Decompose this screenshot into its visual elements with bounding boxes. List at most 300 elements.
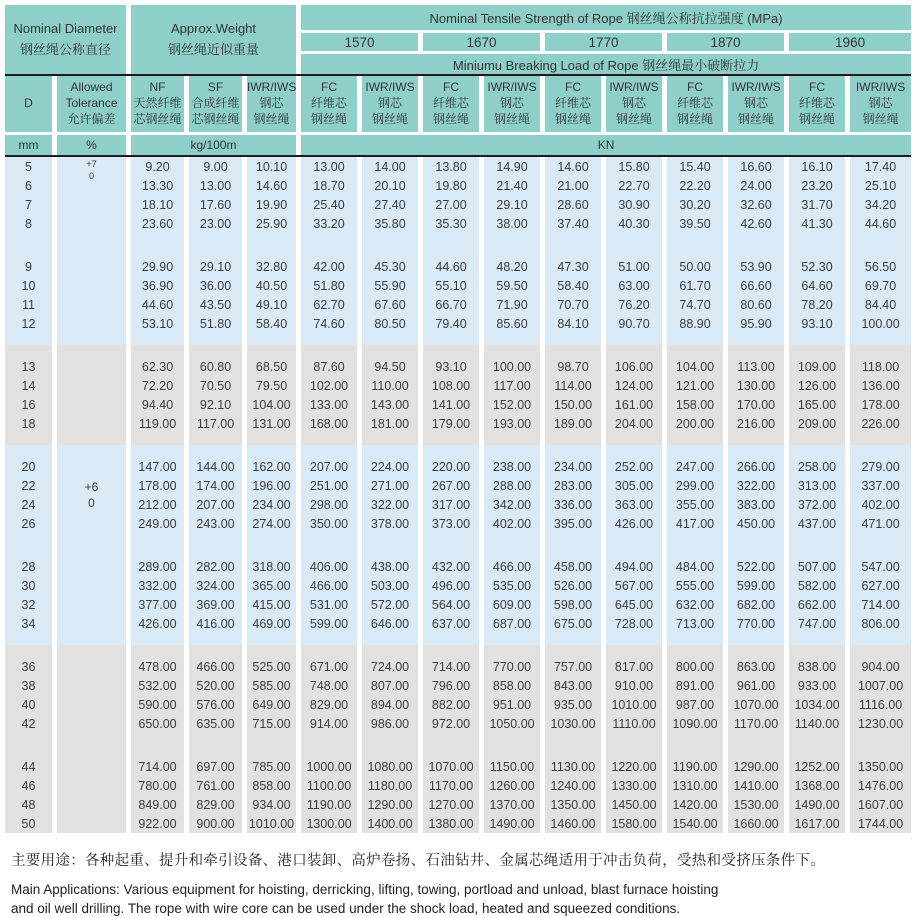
table-row-d-11: [5, 295, 911, 314]
cell-value: 1380.00: [423, 814, 484, 833]
spacer-cell: [484, 445, 545, 457]
sub-header-line: 纤维芯: [433, 95, 470, 110]
cell-value: 95.90: [728, 314, 789, 333]
cell-value: 55.90: [362, 276, 423, 295]
cell-value: 951.00: [484, 695, 545, 714]
cell-value: 165.00: [789, 395, 850, 414]
tolerance-line-1: Allowed: [70, 80, 113, 94]
cell-value: 829.00: [189, 795, 247, 814]
cell-value: 22.70: [606, 176, 667, 195]
cell-value: 807.00: [362, 676, 423, 695]
spacer-cell: [362, 445, 423, 457]
spacer-cell: [5, 233, 57, 257]
cell-value: 53.10: [131, 314, 189, 333]
cell-value: 88.90: [667, 314, 728, 333]
spacer-cell: [728, 445, 789, 457]
cell-value: 43.50: [189, 295, 247, 314]
spacer-cell: [131, 445, 189, 457]
spacer-cell: [423, 433, 484, 445]
cell-value: 535.00: [484, 576, 545, 595]
cell-diameter: 11: [5, 295, 57, 314]
sf-line-1: SF: [207, 80, 224, 94]
cell-value: 31.70: [789, 195, 850, 214]
table-row-d-10: [5, 276, 911, 295]
spacer-row: [5, 445, 911, 457]
cell-diameter: 46: [5, 776, 57, 795]
cell-value: 426.00: [606, 514, 667, 533]
sub-header-line: FC: [321, 80, 338, 94]
cell-value: 226.00: [850, 414, 911, 433]
cell-value: 45.30: [362, 257, 423, 276]
cell-value: 313.00: [789, 476, 850, 495]
spacer-cell: [301, 533, 362, 557]
cell-value: 32.60: [728, 195, 789, 214]
cell-value: 104.00: [247, 395, 301, 414]
sub-header-line: 钢丝绳: [372, 111, 409, 126]
cell-value: 15.80: [606, 157, 667, 176]
cell-value: 466.00: [484, 557, 545, 576]
spacer-cell: [5, 333, 57, 345]
spacer-cell: [545, 233, 606, 257]
cell-value: 350.00: [301, 514, 362, 533]
cell-value: 714.00: [423, 657, 484, 676]
cell-value: 747.00: [789, 614, 850, 633]
spacer-cell: [189, 433, 247, 445]
spacer-cell: [667, 445, 728, 457]
cell-value: 72.20: [131, 376, 189, 395]
cell-value: 58.40: [545, 276, 606, 295]
cell-value: 108.00: [423, 376, 484, 395]
sub-header-line: 钢芯: [744, 95, 769, 110]
cell-value: 728.00: [606, 614, 667, 633]
cell-value: 318.00: [247, 557, 301, 576]
spacer-cell: [667, 733, 728, 757]
spacer-cell: [423, 645, 484, 657]
spacer-cell: [667, 433, 728, 445]
cell-value: 216.00: [728, 414, 789, 433]
cell-value: 365.00: [247, 576, 301, 595]
cell-diameter: 20: [5, 457, 57, 476]
table-row-d-22: [5, 476, 911, 495]
cell-value: 23.00: [189, 214, 247, 233]
cell-value: 53.90: [728, 257, 789, 276]
header-row-top: [5, 5, 911, 33]
table-row-d-46: [5, 776, 911, 795]
nf-line-3: 芯钢丝绳: [133, 111, 182, 126]
spacer-cell: [57, 333, 131, 345]
cell-value: 79.40: [423, 314, 484, 333]
cell-value: 378.00: [362, 514, 423, 533]
spacer-cell: [189, 633, 247, 645]
sf-line-3: 芯钢丝绳: [191, 111, 240, 126]
cell-value: 113.00: [728, 357, 789, 376]
cell-value: 44.60: [423, 257, 484, 276]
cell-value: 71.90: [484, 295, 545, 314]
cell-value: 904.00: [850, 657, 911, 676]
cell-tolerance: [57, 557, 131, 633]
cell-value: 1007.00: [850, 676, 911, 695]
cell-value: 80.60: [728, 295, 789, 314]
cell-value: 590.00: [131, 695, 189, 714]
cell-value: 62.70: [301, 295, 362, 314]
spacer-cell: [57, 433, 131, 445]
cell-value: 1310.00: [667, 776, 728, 795]
spacer-cell: [850, 733, 911, 757]
cell-value: 117.00: [484, 376, 545, 395]
cell-value: 29.10: [189, 257, 247, 276]
cell-value: 48.20: [484, 257, 545, 276]
spacer-cell: [131, 633, 189, 645]
cell-value: 697.00: [189, 757, 247, 776]
cell-value: 39.50: [667, 214, 728, 233]
cell-value: 520.00: [189, 676, 247, 695]
cell-value: 894.00: [362, 695, 423, 714]
spacer-cell: [850, 433, 911, 445]
cell-value: 207.00: [189, 495, 247, 514]
cell-value: 196.00: [247, 476, 301, 495]
cell-diameter: 14: [5, 376, 57, 395]
spacer-cell: [362, 345, 423, 357]
header-col-fc: [423, 76, 484, 135]
cell-value: 25.90: [247, 214, 301, 233]
cell-value: 288.00: [484, 476, 545, 495]
cell-value: 383.00: [728, 495, 789, 514]
cell-value: 373.00: [423, 514, 484, 533]
spacer-cell: [789, 433, 850, 445]
spacer-cell: [545, 533, 606, 557]
cell-value: 40.30: [606, 214, 667, 233]
header-col-fc: [301, 76, 362, 135]
cell-value: 507.00: [789, 557, 850, 576]
spacer-cell: [484, 333, 545, 345]
spacer-cell: [545, 333, 606, 345]
cell-value: 251.00: [301, 476, 362, 495]
cell-value: 98.70: [545, 357, 606, 376]
tolerance-line-3: 允许偏差: [67, 111, 116, 126]
cell-value: 882.00: [423, 695, 484, 714]
cell-value: 17.60: [189, 195, 247, 214]
cell-value: 532.00: [131, 676, 189, 695]
iwr-line-2: 钢芯: [259, 95, 284, 110]
cell-value: 209.00: [789, 414, 850, 433]
cell-diameter: 13: [5, 357, 57, 376]
cell-value: 141.00: [423, 395, 484, 414]
spacer-cell: [728, 433, 789, 445]
cell-value: 478.00: [131, 657, 189, 676]
header-nominal-diameter-zh: 钢丝绳公称直径: [20, 41, 112, 57]
spacer-cell: [789, 233, 850, 257]
cell-value: 1350.00: [545, 795, 606, 814]
cell-value: 76.20: [606, 295, 667, 314]
table-row-d-24: [5, 495, 911, 514]
cell-value: 40.50: [247, 276, 301, 295]
cell-value: 207.00: [301, 457, 362, 476]
cell-value: 9.20: [131, 157, 189, 176]
table-row-d-34: [5, 614, 911, 633]
cell-value: 1400.00: [362, 814, 423, 833]
header-col-iwr-iws: [728, 76, 789, 135]
cell-value: 298.00: [301, 495, 362, 514]
cell-value: 466.00: [301, 576, 362, 595]
cell-value: 15.40: [667, 157, 728, 176]
cell-value: 469.00: [247, 614, 301, 633]
cell-value: 1450.00: [606, 795, 667, 814]
spacer-cell: [850, 345, 911, 357]
cell-value: 60.80: [189, 357, 247, 376]
cell-value: 51.80: [189, 314, 247, 333]
cell-value: 748.00: [301, 676, 362, 695]
sub-header-line: IWR/IWS: [609, 80, 659, 94]
cell-value: 94.50: [362, 357, 423, 376]
cell-value: 933.00: [789, 676, 850, 695]
cell-value: 51.00: [606, 257, 667, 276]
cell-value: 70.70: [545, 295, 606, 314]
cell-value: 158.00: [667, 395, 728, 414]
spacer-cell: [247, 333, 301, 345]
cell-value: 438.00: [362, 557, 423, 576]
spacer-row: [5, 333, 911, 345]
spacer-cell: [423, 445, 484, 457]
cell-value: 1368.00: [789, 776, 850, 795]
cell-diameter: 12: [5, 314, 57, 333]
table-row-d-7: [5, 195, 911, 214]
header-grade-1570: 1570: [301, 33, 423, 54]
cell-value: 576.00: [189, 695, 247, 714]
spacer-cell: [606, 445, 667, 457]
cell-value: 1230.00: [850, 714, 911, 733]
cell-value: 87.60: [301, 357, 362, 376]
spacer-cell: [728, 733, 789, 757]
spacer-cell: [667, 333, 728, 345]
cell-value: 1350.00: [850, 757, 911, 776]
spacer-cell: [301, 433, 362, 445]
nf-line-1: NF: [149, 80, 166, 94]
cell-value: 62.30: [131, 357, 189, 376]
cell-value: 249.00: [131, 514, 189, 533]
spacer-cell: [606, 233, 667, 257]
spacer-cell: [362, 633, 423, 645]
cell-value: 234.00: [545, 457, 606, 476]
cell-value: 28.60: [545, 195, 606, 214]
cell-diameter: 16: [5, 395, 57, 414]
cell-value: 25.10: [850, 176, 911, 195]
tolerance-value: +6: [84, 479, 99, 494]
rope-spec-table: [5, 5, 911, 833]
cell-value: 36.90: [131, 276, 189, 295]
header-approx-weight: [131, 5, 301, 74]
cell-value: 204.00: [606, 414, 667, 433]
cell-value: 780.00: [131, 776, 189, 795]
spacer-cell: [189, 345, 247, 357]
cell-value: 41.30: [789, 214, 850, 233]
cell-value: 44.60: [850, 214, 911, 233]
spacer-row: [5, 533, 911, 557]
table-row-d-6: [5, 176, 911, 195]
cell-value: 74.70: [667, 295, 728, 314]
cell-value: 178.00: [850, 395, 911, 414]
cell-value: 16.10: [789, 157, 850, 176]
spacer-cell: [301, 645, 362, 657]
cell-value: 21.40: [484, 176, 545, 195]
spacer-cell: [789, 633, 850, 645]
cell-tolerance: [57, 757, 131, 833]
sub-header-line: 纤维芯: [311, 95, 348, 110]
cell-value: 1100.00: [301, 776, 362, 795]
cell-value: 130.00: [728, 376, 789, 395]
sub-header-line: IWR/IWS: [487, 80, 537, 94]
cell-value: 212.00: [131, 495, 189, 514]
cell-value: 29.90: [131, 257, 189, 276]
cell-value: 1220.00: [606, 757, 667, 776]
cell-value: 761.00: [189, 776, 247, 795]
cell-value: 79.50: [247, 376, 301, 395]
cell-diameter: 34: [5, 614, 57, 633]
tolerance-value: 0: [89, 171, 95, 182]
spacer-cell: [189, 333, 247, 345]
cell-tolerance: [57, 357, 131, 433]
cell-value: 24.00: [728, 176, 789, 195]
cell-value: 838.00: [789, 657, 850, 676]
cell-value: 56.50: [850, 257, 911, 276]
spacer-cell: [789, 345, 850, 357]
cell-value: 36.00: [189, 276, 247, 295]
cell-value: 35.80: [362, 214, 423, 233]
table-row-d-12: [5, 314, 911, 333]
spacer-cell: [57, 733, 131, 757]
spacer-cell: [667, 345, 728, 357]
cell-value: 27.00: [423, 195, 484, 214]
sub-header-line: FC: [565, 80, 582, 94]
cell-value: 1116.00: [850, 695, 911, 714]
cell-value: 1744.00: [850, 814, 911, 833]
spacer-cell: [484, 633, 545, 645]
cell-diameter: 38: [5, 676, 57, 695]
cell-value: 724.00: [362, 657, 423, 676]
cell-value: 1580.00: [606, 814, 667, 833]
cell-value: 1260.00: [484, 776, 545, 795]
spacer-cell: [850, 533, 911, 557]
cell-value: 50.00: [667, 257, 728, 276]
cell-value: 1660.00: [728, 814, 789, 833]
cell-value: 458.00: [545, 557, 606, 576]
cell-value: 10.10: [247, 157, 301, 176]
spacer-cell: [667, 233, 728, 257]
cell-value: 179.00: [423, 414, 484, 433]
cell-value: 1290.00: [728, 757, 789, 776]
cell-value: 547.00: [850, 557, 911, 576]
cell-value: 1080.00: [362, 757, 423, 776]
cell-value: 417.00: [667, 514, 728, 533]
cell-value: 100.00: [850, 314, 911, 333]
table-row-d-5: [5, 157, 911, 176]
cell-value: 785.00: [247, 757, 301, 776]
cell-value: 14.00: [362, 157, 423, 176]
spacer-cell: [545, 633, 606, 645]
spacer-cell: [850, 645, 911, 657]
spacer-cell: [131, 533, 189, 557]
spacer-cell: [131, 433, 189, 445]
spacer-cell: [247, 233, 301, 257]
cell-value: 55.10: [423, 276, 484, 295]
cell-value: 30.20: [667, 195, 728, 214]
cell-value: 131.00: [247, 414, 301, 433]
cell-value: 59.50: [484, 276, 545, 295]
sub-header-line: 钢丝绳: [494, 111, 531, 126]
cell-value: 715.00: [247, 714, 301, 733]
cell-value: 90.70: [606, 314, 667, 333]
spacer-cell: [789, 333, 850, 345]
spacer-cell: [5, 533, 57, 557]
cell-tolerance: [57, 157, 131, 233]
cell-value: 23.60: [131, 214, 189, 233]
cell-value: 74.60: [301, 314, 362, 333]
spacer-cell: [5, 633, 57, 645]
spacer-cell: [57, 445, 131, 457]
spacer-cell: [606, 633, 667, 645]
cell-value: 1190.00: [667, 757, 728, 776]
cell-value: 1190.00: [301, 795, 362, 814]
header-nominal-diameter: [5, 5, 131, 74]
cell-value: 582.00: [789, 576, 850, 595]
cell-value: 494.00: [606, 557, 667, 576]
cell-value: 136.00: [850, 376, 911, 395]
cell-value: 20.10: [362, 176, 423, 195]
cell-value: 337.00: [850, 476, 911, 495]
cell-value: 92.10: [189, 395, 247, 414]
spacer-cell: [423, 533, 484, 557]
cell-value: 114.00: [545, 376, 606, 395]
cell-value: 84.10: [545, 314, 606, 333]
spacer-cell: [362, 733, 423, 757]
cell-value: 961.00: [728, 676, 789, 695]
spacer-cell: [131, 345, 189, 357]
cell-diameter: 40: [5, 695, 57, 714]
cell-value: 858.00: [484, 676, 545, 695]
header-col-iwr-iws: [606, 76, 667, 135]
cell-value: 526.00: [545, 576, 606, 595]
cell-value: 258.00: [789, 457, 850, 476]
header-col-sf: [189, 76, 247, 135]
cell-value: 84.40: [850, 295, 911, 314]
spacer-cell: [247, 633, 301, 645]
cell-value: 119.00: [131, 414, 189, 433]
tolerance-line-2: Tolerance: [65, 95, 118, 110]
spacer-cell: [423, 333, 484, 345]
cell-value: 279.00: [850, 457, 911, 476]
spacer-cell: [484, 233, 545, 257]
cell-value: 1410.00: [728, 776, 789, 795]
cell-value: 64.60: [789, 276, 850, 295]
cell-value: 1140.00: [789, 714, 850, 733]
table-row-d-14: [5, 376, 911, 395]
cell-value: 85.60: [484, 314, 545, 333]
sub-header-line: 钢丝绳: [677, 111, 714, 126]
cell-value: 69.70: [850, 276, 911, 295]
cell-value: 21.00: [545, 176, 606, 195]
spacer-cell: [850, 233, 911, 257]
cell-value: 220.00: [423, 457, 484, 476]
cell-value: 200.00: [667, 414, 728, 433]
cell-value: 682.00: [728, 595, 789, 614]
cell-value: 1290.00: [362, 795, 423, 814]
spacer-cell: [484, 433, 545, 445]
unit-kn: KN: [301, 135, 911, 155]
spacer-cell: [789, 645, 850, 657]
sub-header-line: 钢丝绳: [555, 111, 592, 126]
spacer-cell: [606, 645, 667, 657]
spacer-cell: [57, 533, 131, 557]
cell-value: 1010.00: [606, 695, 667, 714]
